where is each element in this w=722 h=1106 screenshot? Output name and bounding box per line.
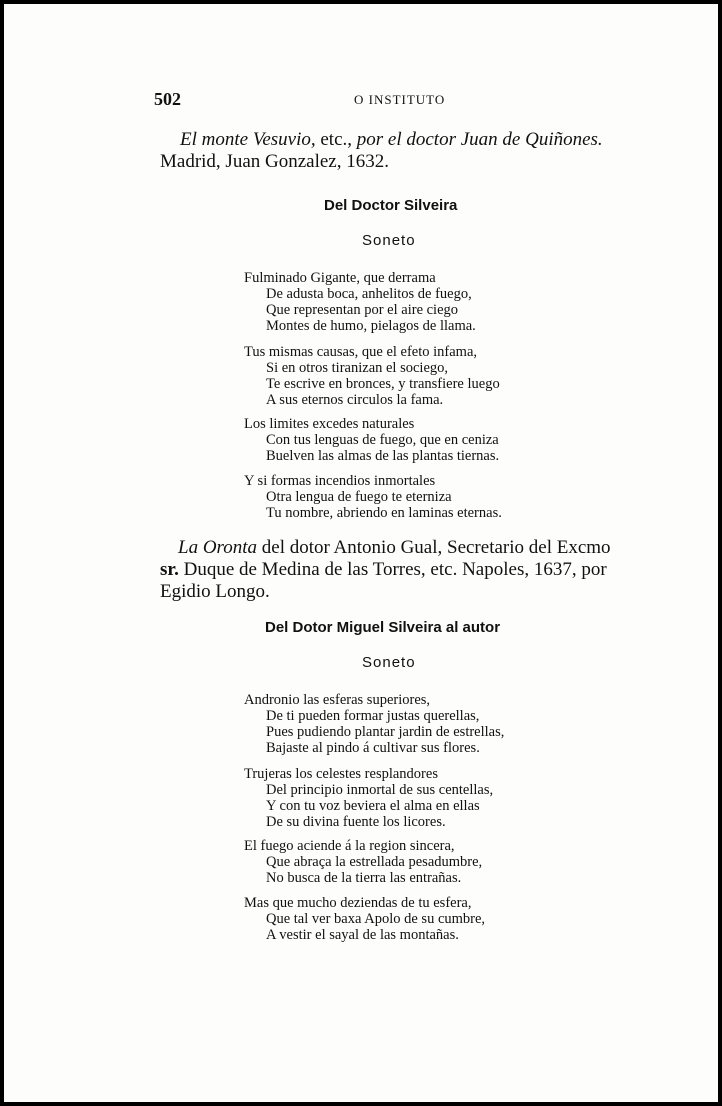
stanza: Tus mismas causas, que el efeto infama, Si en otros tiranizan el sociego, Te escrive en bronces, y transfiere luego A sus eternos circulos la fama. [244, 344, 500, 408]
stanza: Fulminado Gigante, que derrama De adusta boca, anhelitos de fuego, Que representan por el aire ciego Montes de humo, pielagos de llama. [244, 270, 476, 334]
entry-vesuvio-line1: El monte Vesuvio, etc., por el doctor Juan de Quiñones. [180, 129, 603, 150]
entry-oronta [160, 537, 611, 603]
soneto-label-2: Soneto [362, 654, 416, 671]
stanza: Andronio las esferas superiores, De ti pueden formar justas querellas, Pues pudiendo plantar jardin de estrellas, Bajaste al pindo á cultivar sus flores. [244, 692, 505, 756]
section-heading-miguel-silveira: Del Dotor Miguel Silveira al autor [265, 619, 501, 636]
entry-vesuvio [160, 129, 603, 173]
section-heading-silveira: Del Doctor Silveira [324, 197, 458, 214]
stanza: Y si formas incendios inmortales Otra lengua de fuego te eterniza Tu nombre, abriendo en laminas eternas. [244, 473, 502, 521]
running-title: O INSTITUTO [354, 92, 446, 107]
stanza: Mas que mucho deziendas de tu esfera, Que tal ver baxa Apolo de su cumbre, A vestir el sayal de las montañas. [244, 895, 486, 943]
stanza: Trujeras los celestes resplandores Del principio inmortal de sus centellas, Y con tu voz beviera el alma en ellas De su divina fuente los licores. [244, 766, 494, 830]
entry-oronta-line2: sr. Duque de Medina de las Torres, etc. Napoles, 1637, por [160, 559, 607, 580]
running-header [154, 89, 594, 113]
entry-oronta-line1: La Oronta del dotor Antonio Gual, Secretario del Excmo [178, 537, 611, 558]
entry-oronta-line3: Egidio Longo. [160, 581, 270, 602]
stanza: El fuego aciende á la region sincera, Que abraça la estrellada pesadumbre, No busca de la tierra las entrañas. [244, 838, 483, 886]
page-number: 502 [154, 89, 181, 109]
stanza: Los limites excedes naturales Con tus lenguas de fuego, que en ceniza Buelven las almas de las plantas tiernas. [244, 416, 500, 464]
book-page [4, 4, 718, 1102]
soneto-label-1: Soneto [362, 232, 416, 249]
entry-vesuvio-imprint: Madrid, Juan Gonzalez, 1632. [160, 151, 389, 172]
